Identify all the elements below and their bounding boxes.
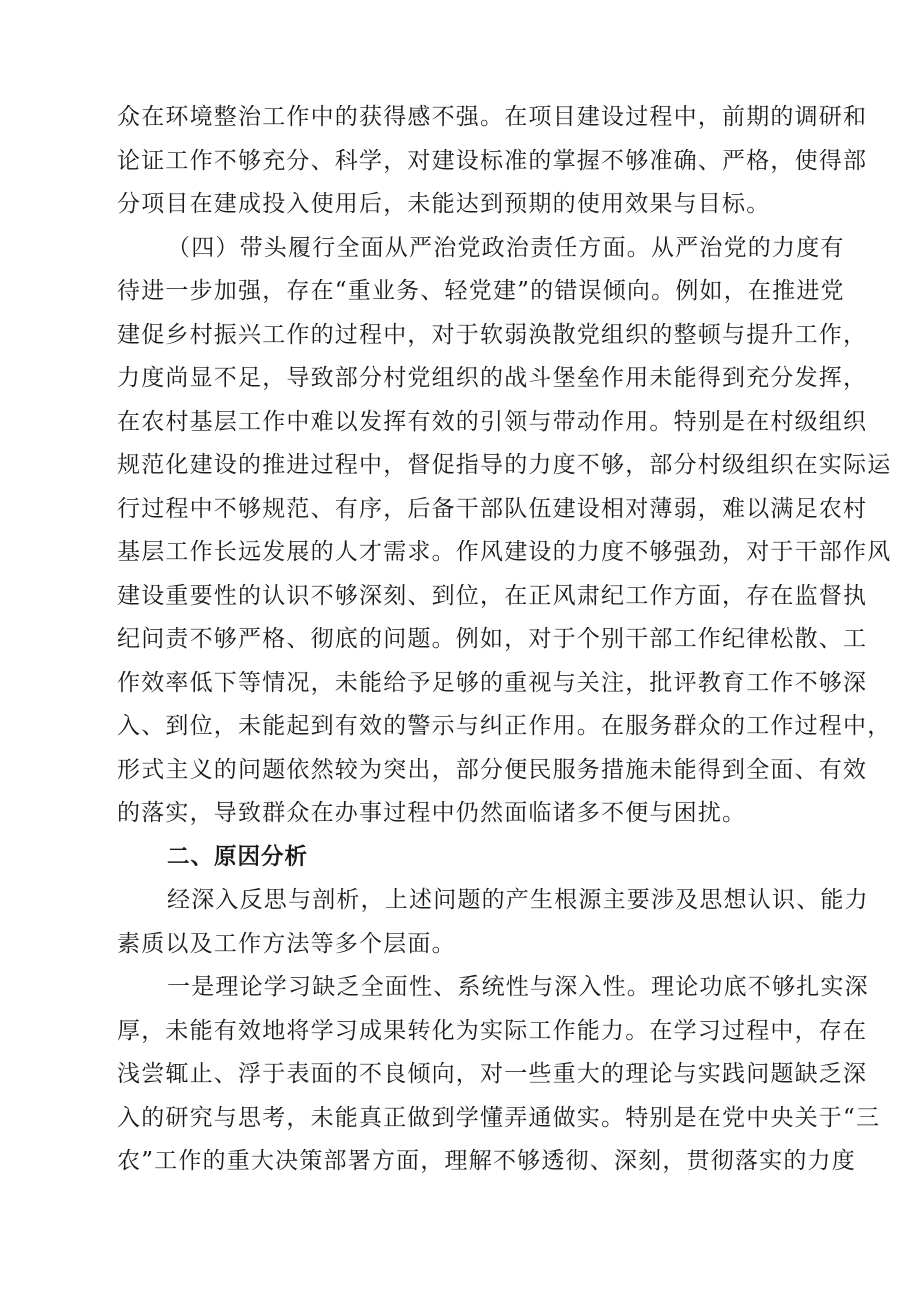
text-line: 浅尝辄止、浮于表面的不良倾向，对一些重大的理论与实践问题缺乏深 — [117, 1061, 868, 1087]
paragraph-cause-intro — [117, 879, 869, 966]
text-line: 素质以及工作方法等多个层面。 — [117, 930, 456, 957]
section-heading-cause-analysis — [117, 836, 831, 880]
section-heading: 二、原因分析 — [167, 843, 309, 870]
text-line: 入的研究与思考，未能真正做到学懂弄通做实。特别是在党中央关于“三 — [117, 1104, 881, 1131]
text-line: 在农村基层工作中难以发挥有效的引领与带动作用。特别是在村级组织 — [117, 408, 868, 435]
text-line: 经深入反思与剖析，上述问题的产生根源主要涉及思想认识、能力 — [167, 887, 869, 913]
text-line: 建设重要性的认识不够深刻、到位，在正风肃纪工作方面，存在监督执 — [117, 582, 868, 609]
text-line: 厚，未能有效地将学习成果转化为实际工作能力。在学习过程中，存在 — [117, 1017, 868, 1044]
text-line: 基层工作长远发展的人才需求。作风建设的力度不够强劲，对于干部作风 — [117, 539, 892, 565]
text-line: 纪问责不够严格、彻底的问题。例如，对于个别干部工作纪律松散、工 — [117, 626, 868, 652]
text-line: 一是理论学习缺乏全面性、系统性与深入性。理论功底不够扎实深 — [167, 974, 869, 1000]
text-line: 农”工作的重大决策部署方面，理解不够透彻、深刻，贯彻落实的力度 — [117, 1148, 856, 1174]
text-line: 建促乡村振兴工作的过程中，对于软弱涣散党组织的整顿与提升工作， — [117, 321, 868, 348]
text-line: 入、到位，未能起到有效的警示与纠正作用。在服务群众的工作过程中， — [117, 713, 892, 739]
document-body — [117, 96, 892, 1184]
paragraph-environment — [117, 96, 868, 227]
text-line: 形式主义的问题依然较为突出，部分便民服务措施未能得到全面、有效 — [117, 756, 868, 783]
paragraph-party-governance — [117, 227, 892, 836]
text-line: 的落实，导致群众在办事过程中仍然面临诸多不便与困扰。 — [117, 800, 747, 826]
text-line: 待进一步加强，存在“重业务、轻党建”的错误倾向。例如，在推进党 — [117, 278, 845, 304]
paragraph-theory-study — [117, 966, 881, 1184]
text-line: 论证工作不够充分、科学，对建设标准的掌握不够准确、严格，使得部 — [117, 147, 868, 174]
text-line: 分项目在建成投入使用后，未能达到预期的使用效果与目标。 — [117, 191, 771, 217]
text-line: 规范化建设的推进过程中，督促指导的力度不够，部分村级组织在实际运 — [117, 452, 892, 478]
text-line: 众在环境整治工作中的获得感不强。在项目建设过程中，前期的调研和 — [117, 104, 868, 130]
text-line: 行过程中不够规范、有序，后备干部队伍建设相对薄弱，难以满足农村 — [117, 495, 868, 522]
text-line: （四）带头履行全面从严治党政治责任方面。从严治党的力度有 — [167, 234, 845, 261]
text-line: 力度尚显不足，导致部分村党组织的战斗堡垒作用未能得到充分发挥， — [117, 365, 868, 391]
text-line: 作效率低下等情况，未能给予足够的重视与关注，批评教育工作不够深 — [117, 669, 868, 696]
